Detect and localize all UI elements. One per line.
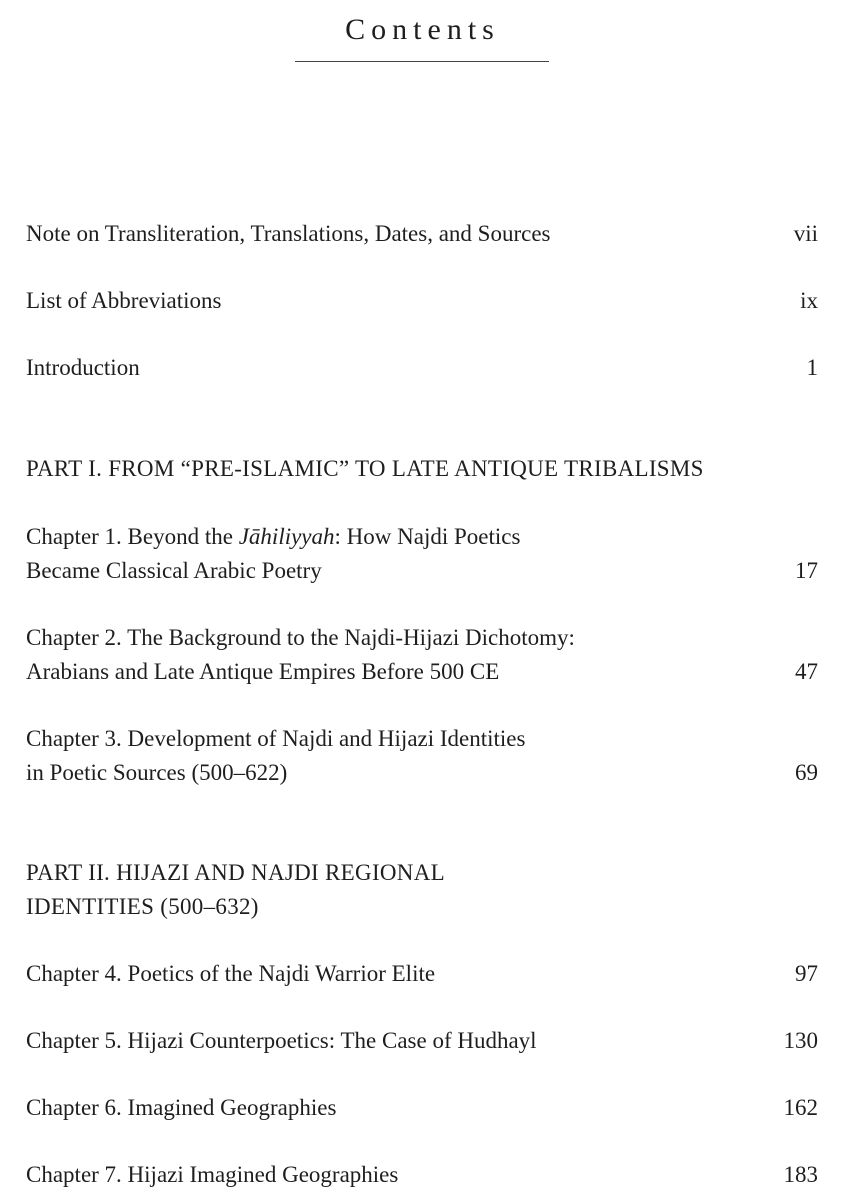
title-rule <box>295 61 549 62</box>
toc-entry-chapter-1[interactable] <box>26 520 818 588</box>
toc-entry-abbreviations[interactable] <box>26 284 818 318</box>
toc-entry-chapter-6[interactable] <box>26 1091 818 1125</box>
toc-entry-transliteration-note[interactable] <box>26 217 818 251</box>
toc-page-number: 47 <box>795 659 818 684</box>
toc-page-number: 17 <box>795 558 818 583</box>
toc-entry-title: Chapter 7. Hijazi Imagined Geographies <box>26 1162 399 1187</box>
toc-page-number: 69 <box>795 760 818 785</box>
toc-entry-title-line-1: Chapter 3. Development of Najdi and Hijazi Identities <box>26 726 526 751</box>
toc-page-number: 130 <box>783 1028 818 1053</box>
toc-entry-title-line-1: Chapter 2. The Background to the Najdi-Hijazi Dichotomy: <box>26 625 575 650</box>
toc-entry-title: Chapter 6. Imagined Geographies <box>26 1095 337 1120</box>
toc-entry-title: Chapter 5. Hijazi Counterpoetics: The Case of Hudhayl <box>26 1028 537 1053</box>
toc-page-number: ix <box>800 288 818 313</box>
toc-entry-chapter-4[interactable] <box>26 957 818 991</box>
title-italic-term: Jāhiliyyah <box>238 524 335 549</box>
toc-page-number: 97 <box>795 961 818 986</box>
part-heading-part-2 <box>26 856 826 924</box>
toc-entry-title: List of Abbreviations <box>26 288 222 313</box>
toc-entry-title: Introduction <box>26 355 140 380</box>
toc-entry-introduction[interactable] <box>26 351 818 385</box>
toc-entry-title-line-2: Arabians and Late Antique Empires Before 500 CE <box>26 659 500 684</box>
toc-page-number: 183 <box>783 1162 818 1187</box>
toc-entry-title-line-2: in Poetic Sources (500–622) <box>26 760 288 785</box>
part-heading-line: PART I. FROM “PRE-ISLAMIC” TO LATE ANTIQUE TRIBALISMS <box>26 456 704 481</box>
toc-entry-chapter-7[interactable] <box>26 1158 818 1192</box>
part-heading-part-1 <box>26 452 826 486</box>
toc-entry-chapter-2[interactable] <box>26 621 818 689</box>
toc-page-number: 1 <box>806 355 818 380</box>
toc-entry-title-line-2: Became Classical Arabic Poetry <box>26 558 322 583</box>
toc-page-number: vii <box>793 221 818 246</box>
toc-entry-title: Chapter 4. Poetics of the Najdi Warrior Elite <box>26 961 436 986</box>
toc-entry-chapter-3[interactable] <box>26 722 818 790</box>
part-heading-line: PART II. HIJAZI AND NAJDI REGIONAL <box>26 860 445 885</box>
page-title: Contents <box>345 13 500 46</box>
toc-entry-chapter-5[interactable] <box>26 1024 818 1058</box>
title-text: : How Najdi Poetics <box>334 524 521 549</box>
title-text: Chapter 1. Beyond the <box>26 524 239 549</box>
toc-page-number: 162 <box>783 1095 818 1120</box>
toc-entry-title: Note on Transliteration, Translations, Dates, and Sources <box>26 221 551 246</box>
toc-entry-title-line-1 <box>26 520 818 554</box>
part-heading-line: IDENTITIES (500–632) <box>26 894 259 919</box>
